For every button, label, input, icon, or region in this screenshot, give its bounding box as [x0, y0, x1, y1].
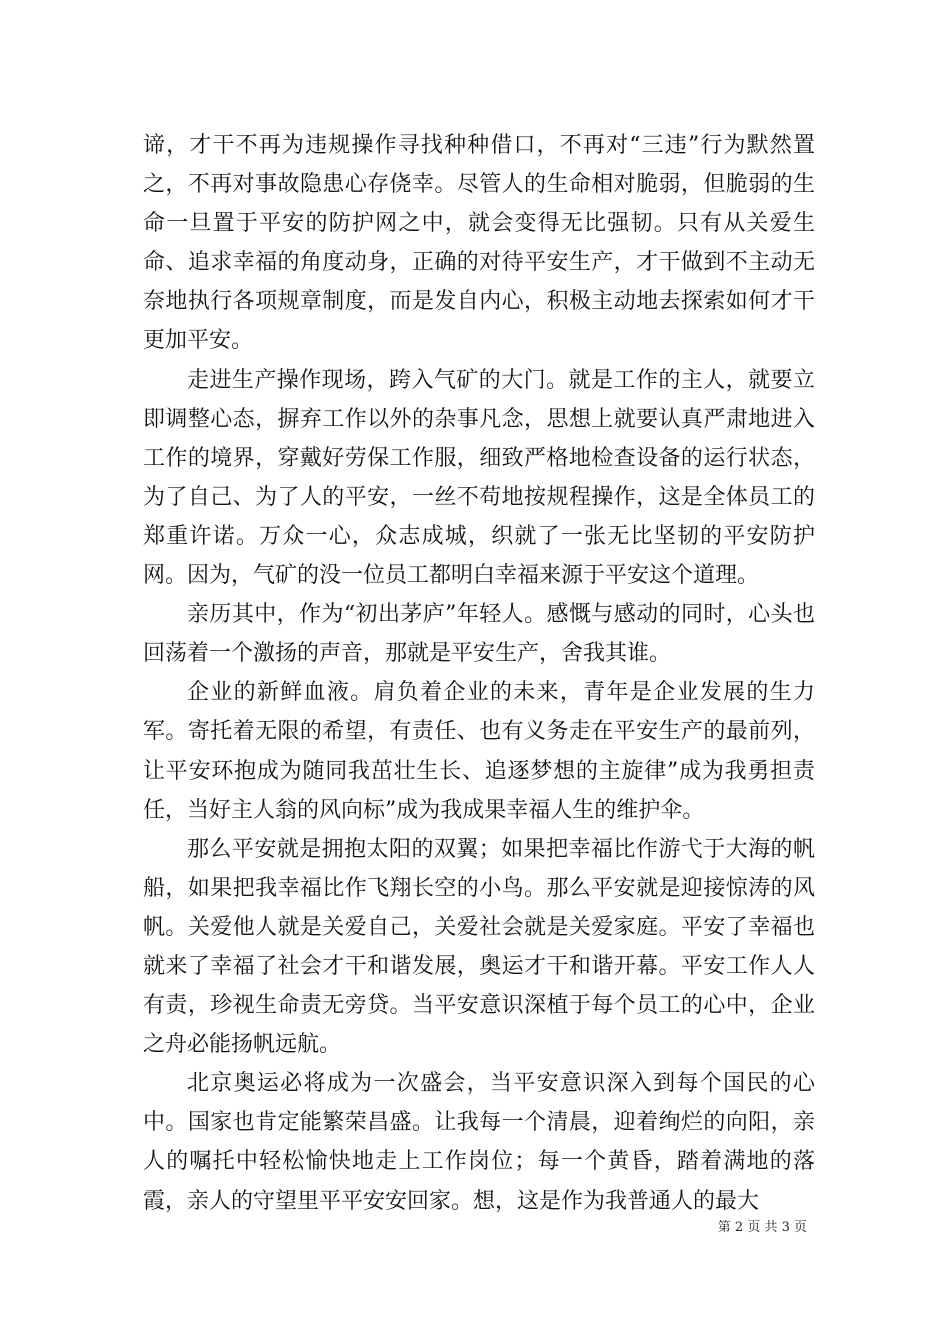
- page-number-footer: 第 2 页 共 3 页: [717, 1220, 807, 1235]
- document-body: [143, 126, 815, 1221]
- paragraph: 企业的新鲜血液。肩负着企业的未来，青年是企业发展的生力军。寄托着无限的希望，有责任、也有义务走在平安生产的最前列，让平安环抱成为随同我茁壮生长、追逐梦想的主旋律”成为我勇担责任，当好主人翁的风向标”成为我成果幸福人生的维护伞。: [143, 680, 815, 823]
- paragraph: 走进生产操作现场，跨入气矿的大门。就是工作的主人，就要立即调整心态，摒弃工作以外的杂事凡念，思想上就要认真严肃地进入工作的境界，穿戴好劳保工作服，细致严格地检查设备的运行状态，为了自己、为了人的平安，一丝不苟地按规程操作，这是全体员工的郑重许诺。万众一心，众志成城，织就了一张无比坚韧的平安防护网。因为，气矿的没一位员工都明白幸福来源于平安这个道理。: [143, 367, 815, 589]
- paragraph: 那么平安就是拥抱太阳的双翼；如果把幸福比作游弋于大海的帆船，如果把我幸福比作飞翔长空的小鸟。那么平安就是迎接惊涛的风帆。关爱他人就是关爱自己，关爱社会就是关爱家庭。平安了幸福也就来了幸福了社会才干和谐发展，奥运才干和谐开幕。平安工作人人有责，珍视生命责无旁贷。当平安意识深植于每个员工的心中，企业之舟必能扬帆远航。: [143, 836, 815, 1058]
- paragraph: 北京奥运必将成为一次盛会，当平安意识深入到每个国民的心中。国家也肯定能繁荣昌盛。让我每一个清晨，迎着绚烂的向阳，亲人的嘱托中轻松愉快地走上工作岗位；每一个黄昏，踏着满地的落霞，亲人的守望里平平安安回家。想，这是作为我普通人的最大: [143, 1071, 815, 1214]
- paragraph: 亲历其中，作为“初出茅庐”年轻人。感慨与感动的同时，心头也回荡着一个激扬的声音，那就是平安生产，舍我其谁。: [143, 602, 815, 667]
- paragraph-continued: 谛，才干不再为违规操作寻找种种借口，不再对“三违”行为默然置之，不再对事故隐患心存侥幸。尽管人的生命相对脆弱，但脆弱的生命一旦置于平安的防护网之中，就会变得无比强韧。只有从关爱生命、追求幸福的角度动身，正确的对待平安生产，才干做到不主动无奈地执行各项规章制度，而是发自内心，积极主动地去探索如何才干更加平安。: [143, 133, 815, 354]
